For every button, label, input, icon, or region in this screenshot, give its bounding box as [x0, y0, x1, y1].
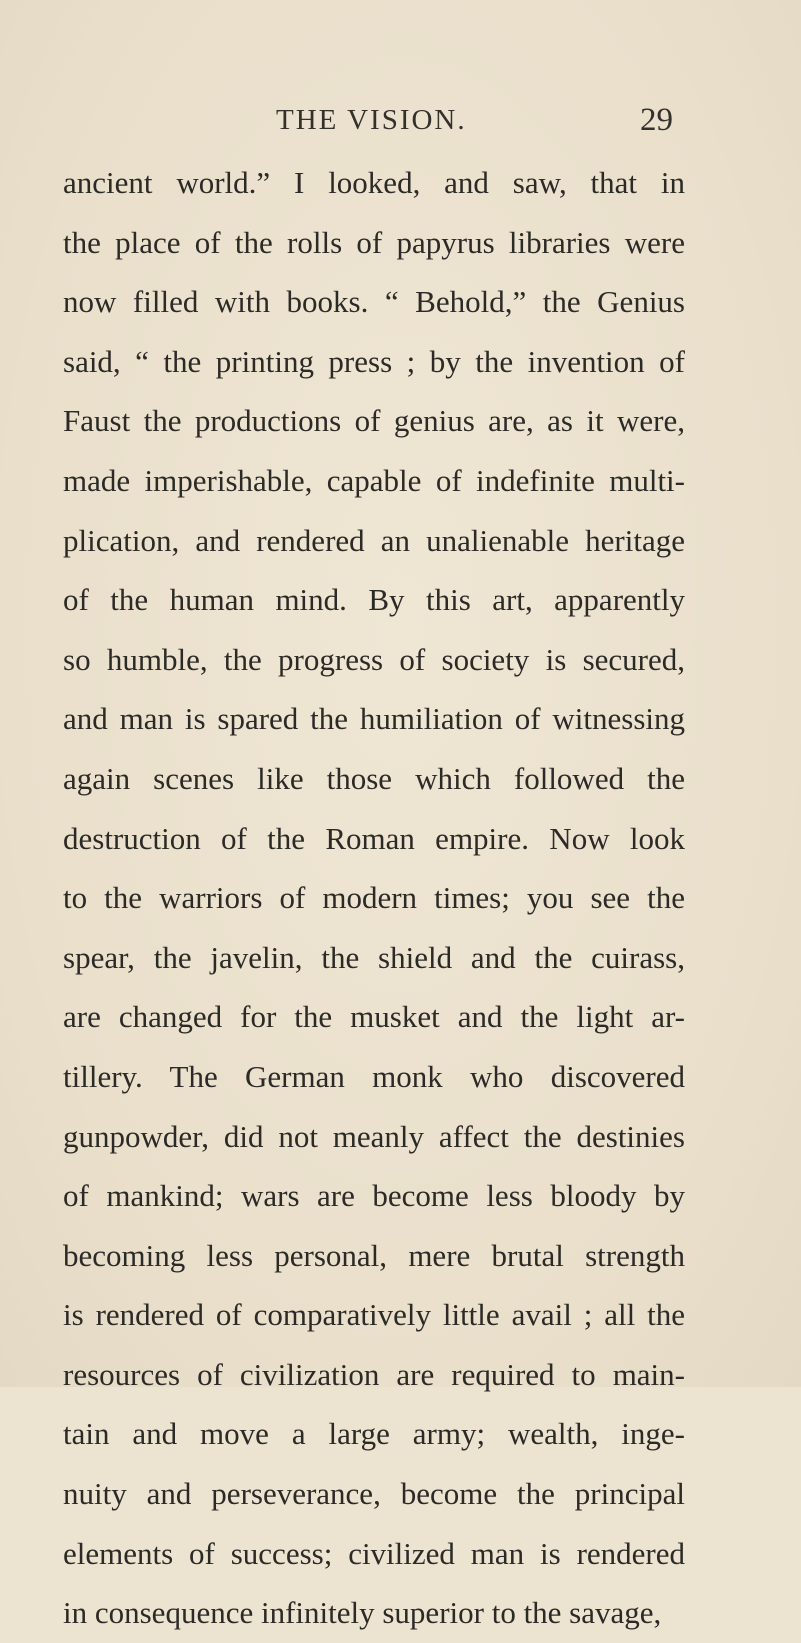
text-line: are changed for the musket and the light ar-	[63, 999, 685, 1035]
text-line: ancient world.” I looked, and saw, that in	[63, 165, 685, 200]
text-line: and man is spared the humiliation of witnessing	[63, 701, 685, 737]
text-line: in consequence infinitely superior to the savage,	[63, 1595, 662, 1631]
text-line: becoming less personal, mere brutal strength	[63, 1237, 685, 1273]
text-line: the place of the rolls of papyrus libraries were	[63, 224, 685, 260]
text-line: tain and move a large army; wealth, inge-	[63, 1416, 685, 1452]
text-line: to the warriors of modern times; you see the	[63, 880, 685, 916]
text-line: made imperishable, capable of indefinite multi-	[63, 462, 685, 498]
text-line: now filled with books. “ Behold,” the Genius	[63, 284, 685, 320]
text-line: elements of success; civilized man is rendered	[63, 1535, 685, 1571]
text-line: spear, the javelin, the shield and the cuirass,	[63, 939, 685, 975]
running-head	[0, 104, 801, 152]
running-title: THE VISION.	[276, 104, 467, 136]
body-text	[63, 153, 685, 1643]
text-line: so humble, the progress of society is secured,	[63, 641, 685, 677]
text-line: said, “ the printing press ; by the invention of	[63, 343, 685, 379]
text-line: tillery. The German monk who discovered	[63, 1058, 685, 1094]
text-line: Faust the productions of genius are, as it were,	[63, 403, 685, 439]
text-line: nuity and perseverance, become the principal	[63, 1476, 685, 1512]
text-line: of mankind; wars are become less bloody by	[63, 1178, 685, 1214]
text-line: again scenes like those which followed the	[63, 760, 685, 796]
text-line: destruction of the Roman empire. Now look	[63, 820, 685, 856]
text-line: is rendered of comparatively little avail ; all the	[63, 1297, 685, 1333]
page-number: 29	[640, 102, 673, 138]
text-line: resources of civilization are required to main-	[63, 1356, 685, 1392]
text-line: gunpowder, did not meanly affect the destinies	[63, 1118, 685, 1154]
text-line: of the human mind. By this art, apparently	[63, 582, 685, 618]
text-line: plication, and rendered an unalienable heritage	[63, 522, 685, 558]
